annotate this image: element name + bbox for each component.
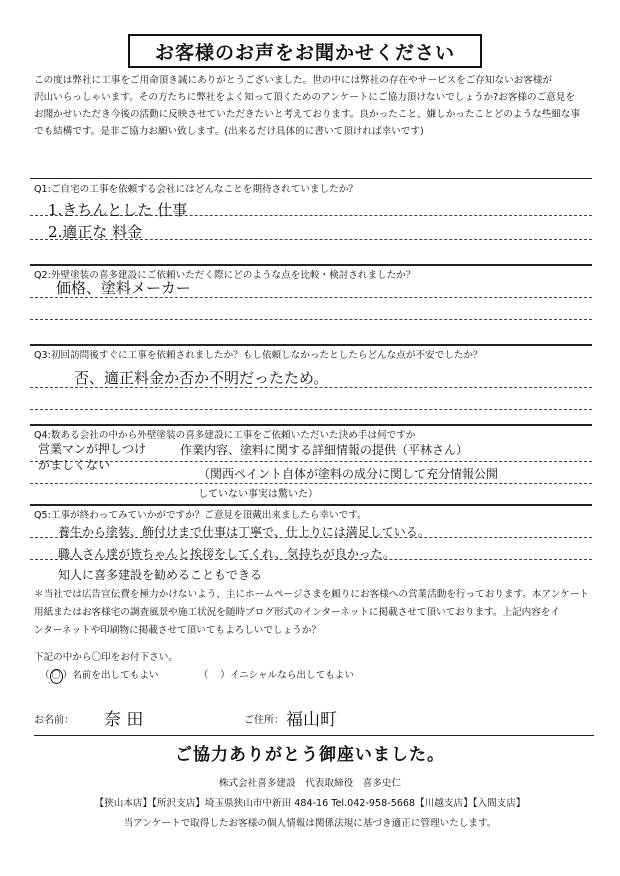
page-title: お客様のお声をお聞かせください [128,34,482,68]
thanks-heading: ご協力ありがとう御座いました。 [175,745,445,765]
name-label: お名前： [34,715,74,726]
question-3-answer: 否、適正料金か否か不明だったため。 [74,369,329,387]
question-4-box [30,424,592,506]
question-5-label-head: Q5:工事が終わってみていかがですか？ [34,510,205,521]
notice-line: 用紙またはお客様宅の調査風景や施工状況を随時ブログ形式のインターネットに掲載させて頂いております。上記内容をイ [34,607,561,618]
intro-line: 沢山いらっしゃいます。その方たちに弊社をよく知って頂くためのアンケートにご協力頂けないでしょうか?お客様のご意見を [34,92,575,103]
signature-row [34,703,594,736]
option-2-checkbox[interactable]: （ ） [198,670,230,681]
question-3-label: Q3:初回訪問後すぐに工事を依頼されましたか？もし依頼しなかったとしたらどんな点が不安でしたか？ [34,350,483,361]
intro-line: でも結構です。是非ご協力お願い致します。(出来るだけ具体的に書いて頂ければ幸いです) [34,126,424,137]
option-1-mark: 〇 [50,669,63,684]
privacy-line: 当アンケートで取得したお客様の個人情報は関係法規に基づき適正に管理いたします。 [123,818,497,829]
branches-line: 【狭山本店】【所沢支店】埼玉県狭山市中新田 484-16 Tel.042-958-5668【川越支店】【入間支店】 [94,798,526,809]
intro-line: この度は弊社に工事をご用命頂き誠にありがとうございました。世の中には弊社の存在やサービスをご存知ないお客様が [34,75,553,86]
choice-prompt: 下記の中から〇印をお付下さい。 [34,652,178,663]
question-5-box [30,504,592,583]
intro-line: お聞かせいただき今後の活動に反映させていただきたいと考えております。良かったこと、嫌しかったことどのような些細な事 [34,109,581,120]
notice-line: ＊当社では広告宣伝費を極力かけないよう、主にホームページさまを頼りにお客様への営業活動を行っております。本アンケート [34,589,589,600]
question-4-answer-3: （関西ペイント自体が塗料の成分に関して充分情報公開 [198,467,499,481]
option-1-label: 名前を出してもよい [72,670,159,681]
question-5-answer-2: 職人さん達が皆ちゃんと挨拶をしてくれ、気持ちが良かった。 [58,547,395,561]
question-5-answer-1: 養生から塗装、飾付けまで仕事は丁寧で、仕上りには満足している。 [58,525,430,539]
question-4-answer-2: 作業内容、塗料に関する詳細情報の提供（平林さん） [180,443,469,457]
intro-text [34,72,594,140]
question-1-answer-2: 2.適正な 料金 [48,223,143,241]
question-4-answer-4: していない事実は驚いた） [198,489,318,500]
question-5-label-tail: ご意見を頂戴出来ましたら幸いです。 [204,510,367,521]
question-1-label: Q1:ご自宅の工事を依頼する会社にはどんなことを期待されていましたか？ [34,184,358,195]
question-4-label: Q4:数ある会社の中から外壁塗装の喜多建設に工事をご依頼いただいた決め手は何ですか [34,430,416,441]
question-2-answer: 価格、塗料メーカー [56,279,191,297]
question-3-box [30,344,592,426]
option-2-label: イニシャルなら出してもよい [229,670,354,681]
notice-line: ンターネットや印刷物に掲載させて頂いてもよろしいでしょうか？ [34,625,321,636]
address-label: ご住所： [244,715,284,726]
question-5-answer-3: 知人に喜多建設を勧めることもできる [58,568,263,582]
consent-choices [40,667,354,684]
question-1-answer-1: 1.きちんとした 仕事 [48,201,188,219]
question-2-box [30,264,592,346]
company-line: 株式会社喜多建設 代表取締役 喜多史仁 [218,778,402,789]
address-field[interactable]: 福山町 [286,710,337,730]
question-2-label: Q2:外壁塗装の喜多建設にご依頼いただく際にどのような点を比較・検討されましたか？ [34,270,416,281]
question-1-box [30,178,592,266]
question-5-label [34,507,367,521]
option-1-checkbox[interactable]: （ 〇 ） [40,670,72,681]
name-field[interactable]: 奈 田 [104,710,144,730]
publication-notice [34,586,604,640]
question-4-answer-1: 営業マンが押しつけがましくない [38,442,147,472]
